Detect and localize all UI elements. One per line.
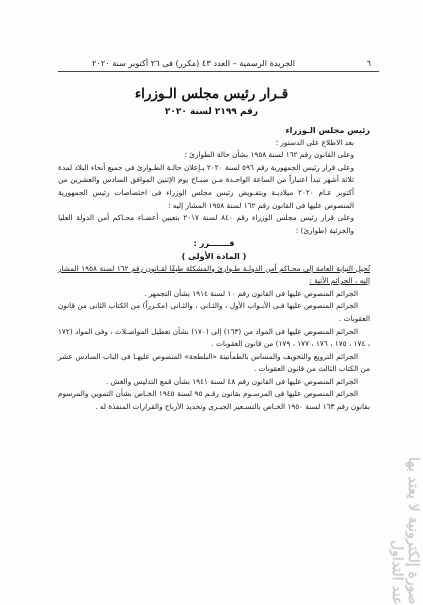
clause-item: الجرائم المنصوص عليها فى المرسـوم بقانون رقـم ٩٥ لسنة ١٩٤٥ الخـاص بشأن التموين والمرسوم بقانون رقم ١٦٣ لسنة ١٩٥٠ الخـاص بالتسـعير الجبـرى وتحديد الأرباح والقرارات المنفذة له .	[58, 389, 370, 412]
decree-number: رقم ٢١٩٩ لسنة ٢٠٢٠	[164, 107, 259, 117]
preamble-line: وعلى القانون رقم ١٦٢ لسنة ١٩٥٨ بشأن حالة الطوارئ ؛	[184, 150, 354, 160]
gazette-issue-line: الجريدة الرسمية – العدد ٤٣ (مكرر) فى ٢٦ أكتوبر سنة ٢٠٢٠	[92, 58, 296, 68]
preamble-line: وعلى قرار رئيس الجمهورية رقم ٥٩٦ لسنة ٢٠٢٠ بـإعلان حالـة الطـوارئ فى جميع أنحاء البلاد لمدة ثلاثة أشهر تبدأ اعتباراً من الساعة الواحـدة مـن صبـاح يوم الإثنين الموافق السادس والعشرين من أكتوبر عـام ٢٠٢٠ ميلاديـة وبتفـويض رئيس مجلس الوزراء فى اختصاصات رئيس الجمهورية المنصوص عليها فى القانون رقم ١٦٢ لسنة ١٩٥٨ المشار إليه ؛	[58, 162, 354, 210]
header-divider	[58, 71, 379, 72]
side-watermark	[389, 455, 423, 605]
page-header	[92, 58, 371, 68]
page-number: ٦	[366, 58, 371, 68]
decree-title: قـرار رئيس مجلس الـوزراء	[134, 86, 289, 102]
clause-item: الجرائم المنصوص عليها فـى الأبـواب الأول ، والثـانى ، والثـانى (مكـرراً) من الكتاب الثانى من قانون العقوبات .	[58, 301, 370, 323]
article-intro: تُحيل النيابة العامة إلى محـاكم أمن الدولـة طـوارئ والمشكلة طبقًا لقـانون رقم ١٦٢ لسنة ١٩٥٨ المشار إليه ، الجرائم الآتية :	[58, 263, 370, 286]
clause-item: الجرائم المنصوص عليها فى القانون رقم ١٠ لسنة ١٩١٤ بشأن التجمهر .	[144, 288, 358, 298]
decides-heading: قـــــــرر :	[193, 238, 235, 249]
clause-item: الجرائم الترويع والتخويف والمساس بالطمأنينة «البلطجة» المنصوص عليهـا فى الباب السادس عشر من الكتاب الثالث من قانون العقوبات .	[58, 351, 370, 374]
watermark-text: صورة إلكترونية لا يعتد بها عند التداول	[389, 457, 421, 605]
preamble-line: وعلى قرار رئيس مجلس الوزراء رقم ٨٤٠ لسنة ٢٠١٧ بتعيين أعضـاء محـاكم أمن الدولة العليا والجزئية (طوارئ) ؛	[58, 213, 354, 235]
clause-item: الجرائم المنصوص عليها فى القانون رقم ٤٨ لسنة ١٩٤١ بشأن قمع التدليس والغش .	[105, 376, 358, 386]
clause-item: الجرائم المنصوص عليها فى المواد من (١٦٣) إلى (١٧٠) بشأن تعطيل المواصـلات ، وفى المواد (١٧٢ ، ١٧٤ ، ١٧٥ ، ١٧٦ ، ١٧٧ ، ١٧٩) من قانون العقوبات .	[58, 326, 370, 349]
decree-body	[58, 124, 370, 414]
article-heading: ( المادة الأولى )	[181, 250, 247, 261]
issuer-heading: رئيس مجلس الـوزراء	[285, 125, 370, 135]
preamble-line: بعد الاطلاع على الدستور ؛	[275, 137, 354, 147]
